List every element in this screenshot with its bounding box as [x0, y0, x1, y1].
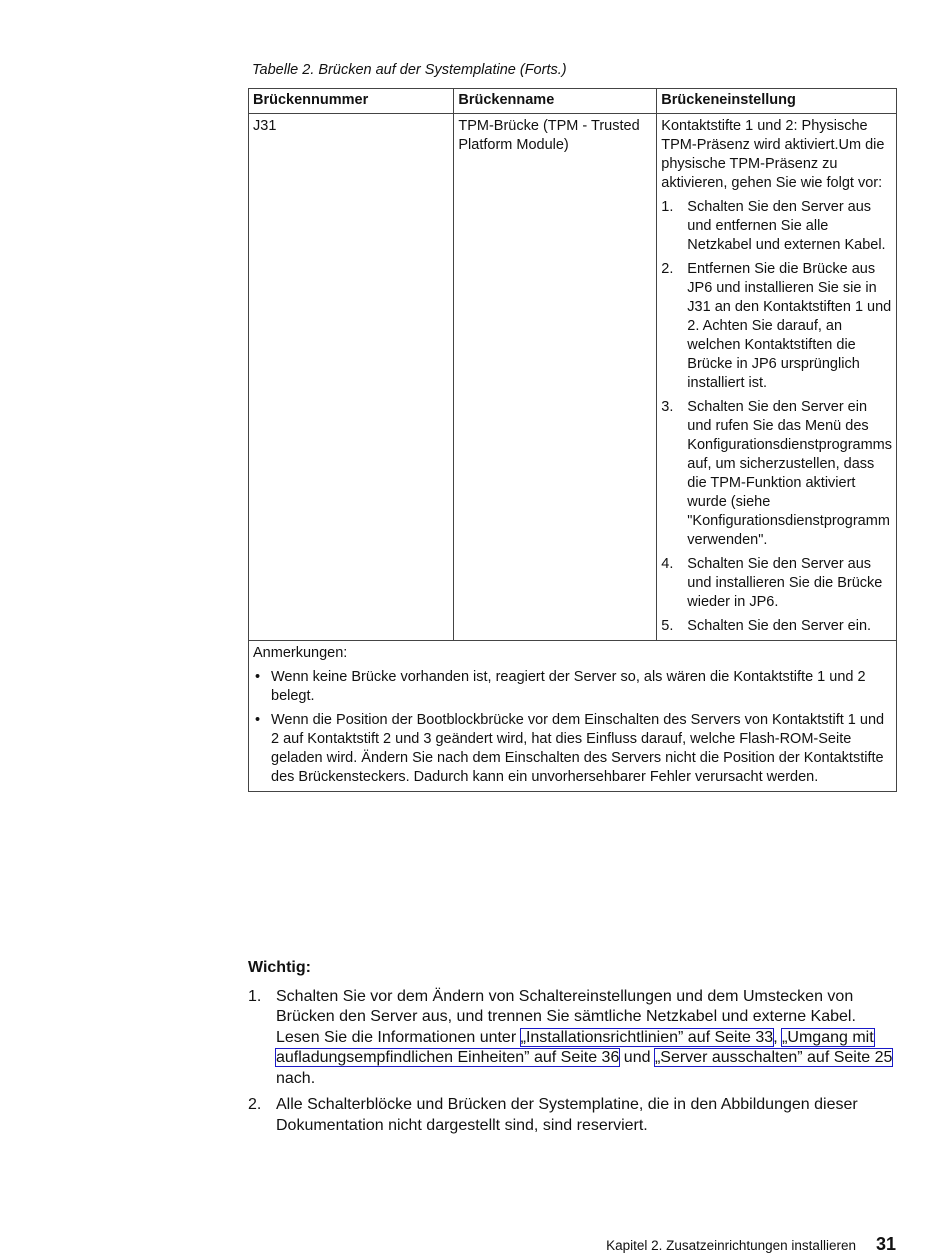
list-item	[661, 555, 892, 612]
header-jumper-number: Brückennummer	[249, 89, 454, 114]
bullet-icon: •	[255, 712, 261, 728]
table-header-row	[249, 89, 897, 114]
table-caption: Tabelle 2. Brücken auf der Systemplatine (Forts.)	[252, 62, 567, 78]
step-number: 3.	[661, 399, 674, 415]
list-item	[661, 198, 892, 255]
important-section	[248, 958, 898, 1142]
item-number: 1.	[248, 987, 262, 1005]
step-number: 5.	[661, 618, 674, 634]
page-number: 31	[875, 1234, 896, 1254]
setting-steps	[661, 198, 892, 636]
item-text	[276, 987, 898, 1090]
cell-jumper-setting	[657, 114, 897, 641]
bullet-icon: •	[255, 669, 261, 685]
item-text-separator: und	[619, 1049, 655, 1066]
setting-intro: Kontaktstifte 1 und 2: Physische TPM-Präsenz wird aktiviert.Um die physische TPM-Präsenz zu aktivieren, gehen Sie wie folgt vor:	[661, 118, 885, 191]
cell-jumper-number: J31	[249, 114, 454, 641]
cell-jumper-name: TPM-Brücke (TPM - Trusted Platform Module)	[454, 114, 657, 641]
header-jumper-name: Brückenname	[454, 89, 657, 114]
list-item	[248, 1095, 898, 1136]
notes-title: Anmerkungen:	[253, 645, 348, 661]
important-list	[248, 987, 898, 1137]
step-text: Schalten Sie den Server aus und entfernen Sie alle Netzkabel und externen Kabel.	[687, 199, 886, 253]
jumper-table	[248, 88, 897, 792]
item-number: 2.	[248, 1096, 262, 1113]
item-text-part: Schalten Sie vor dem Ändern von Schaltereinstellungen und dem Umstecken von Brücken den Server aus, und trennen Sie sämtliche Netzkabel und externe Kabel. Lesen Sie die Informationen unter	[276, 987, 856, 1046]
link-server-shutdown[interactable]: „Server ausschalten” auf Seite 25	[654, 1049, 893, 1066]
link-installation-guidelines[interactable]: „Installationsrichtlinien” auf Seite 33	[520, 1028, 774, 1046]
list-item	[248, 987, 898, 1090]
item-text: Alle Schalterblöcke und Brücken der Systemplatine, die in den Abbildungen dieser Dokumentation nicht dargestellt sind, sind reserviert.	[276, 1096, 858, 1134]
important-title: Wichtig:	[248, 959, 311, 976]
list-item	[661, 617, 892, 636]
step-text: Schalten Sie den Server ein und rufen Sie das Menü des Konfigurationsdienstprogramms auf, um sicherzustellen, dass die TPM-Funktion aktiviert wurde (siehe "Konfigurationsdienstprogramm verwenden".	[687, 399, 892, 548]
item-text-separator: ,	[773, 1028, 783, 1046]
list-item	[253, 668, 892, 706]
item-text-part: nach.	[276, 1069, 316, 1087]
note-text: Wenn keine Brücke vorhanden ist, reagiert der Server so, als wären die Kontaktstifte 1 und 2 belegt.	[271, 669, 866, 704]
step-number: 1.	[661, 199, 674, 215]
step-text: Schalten Sie den Server aus und installieren Sie die Brücke wieder in JP6.	[687, 556, 883, 610]
step-text: Schalten Sie den Server ein.	[687, 618, 872, 634]
notes-cell	[249, 641, 897, 792]
step-number: 2.	[661, 261, 674, 277]
step-text: Entfernen Sie die Brücke aus JP6 und installieren Sie sie in J31 an den Kontaktstiften 1 und 2. Achten Sie darauf, an welchen Kontaktstiften die Brücke in JP6 ursprünglich installiert ist.	[687, 261, 892, 391]
header-jumper-setting: Brückeneinstellung	[657, 89, 897, 114]
footer-chapter-title: Kapitel 2. Zusatzeinrichtungen installieren	[606, 1238, 856, 1253]
page-footer	[606, 1234, 896, 1255]
link-static-sensitive-devices[interactable]: „Umgang mit aufladungsempfindlichen Einheiten” auf Seite 36	[276, 1028, 874, 1066]
note-text: Wenn die Position der Bootblockbrücke vor dem Einschalten des Servers von Kontaktstift 1 und 2 auf Kontaktstift 2 und 3 geändert wird, hat dies Einfluss darauf, welche Flash-ROM-Seite geladen wird. Ändern Sie nach dem Einschalten des Servers nicht die Position der Kontaktstifte des Brückensteckers. Dadurch kann ein unvorhersehbarer Fehler verursacht werden.	[271, 712, 885, 785]
list-item	[661, 398, 892, 550]
notes-list	[253, 668, 892, 787]
table-notes-row	[249, 641, 897, 792]
list-item	[253, 711, 892, 787]
table-row	[249, 114, 897, 641]
list-item	[661, 260, 892, 393]
step-number: 4.	[661, 556, 674, 572]
